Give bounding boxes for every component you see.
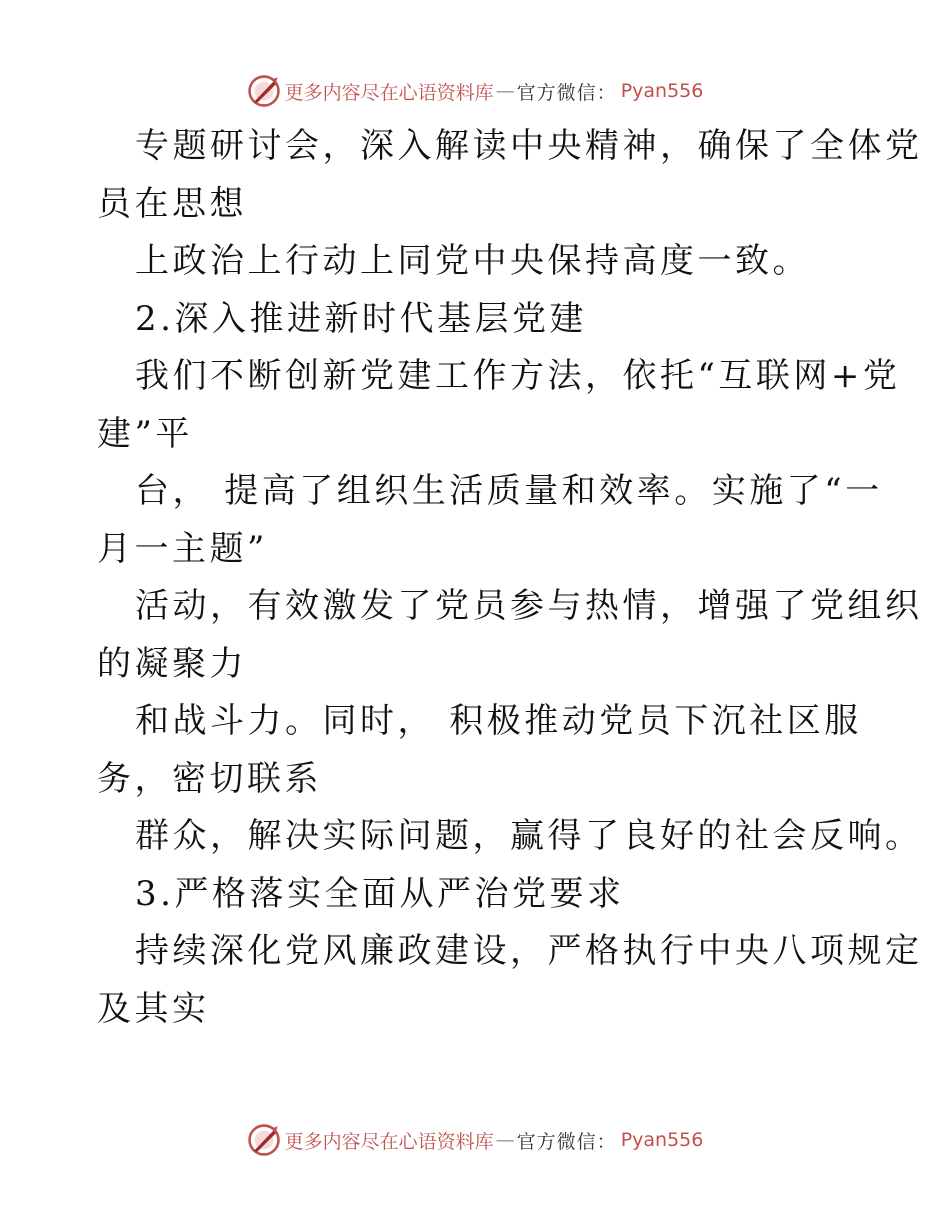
text-line: 务，密切联系 <box>97 758 322 799</box>
text-line: 及其实 <box>97 988 210 1029</box>
text-line: 的凝聚力 <box>97 643 247 684</box>
text-line: 月一主题” <box>97 528 268 569</box>
quill-pen-logo-icon <box>247 1123 281 1157</box>
text-line: 员在思想 <box>97 183 247 224</box>
text-line: 台， 提高了组织生活质量和效率。实施了“一 <box>135 471 883 511</box>
text-line: 专题研讨会，深入解读中央精神，确保了全体党 <box>135 126 923 166</box>
watermark-wechat-label: 官方微信： <box>516 81 617 104</box>
text-line: 持续深化党风廉政建设，严格执行中央八项规定 <box>135 931 923 971</box>
document-body <box>0 118 950 1038</box>
watermark-wechat-id: Pyan556 <box>620 80 704 102</box>
section-heading: 2.深入推进新时代基层党建 <box>135 298 587 339</box>
watermark-dash: — <box>495 80 515 102</box>
footer-watermark-banner <box>0 1120 950 1160</box>
text-line: 群众，解决实际问题，赢得了良好的社会反响。 <box>135 816 923 856</box>
header-watermark-banner <box>0 71 950 111</box>
watermark-text: 更多内容尽在心语资料库 <box>284 1130 494 1153</box>
quill-pen-logo-icon <box>247 74 281 108</box>
text-line: 和战斗力。同时， 积极推动党员下沉社区服 <box>135 701 862 741</box>
text-line: 上政治上行动上同党中央保持高度一致。 <box>135 241 810 281</box>
watermark-dash: — <box>495 1129 515 1151</box>
watermark-wechat-id: Pyan556 <box>620 1129 704 1151</box>
section-heading: 3.严格落实全面从严治党要求 <box>135 873 625 914</box>
text-line: 活动，有效激发了党员参与热情，增强了党组织 <box>135 586 923 626</box>
watermark-wechat-label: 官方微信： <box>516 1130 617 1153</box>
watermark-text: 更多内容尽在心语资料库 <box>284 81 494 104</box>
text-line: 我们不断创新党建工作方法，依托“互联网+党 <box>135 356 901 396</box>
text-line: 建”平 <box>97 413 193 454</box>
